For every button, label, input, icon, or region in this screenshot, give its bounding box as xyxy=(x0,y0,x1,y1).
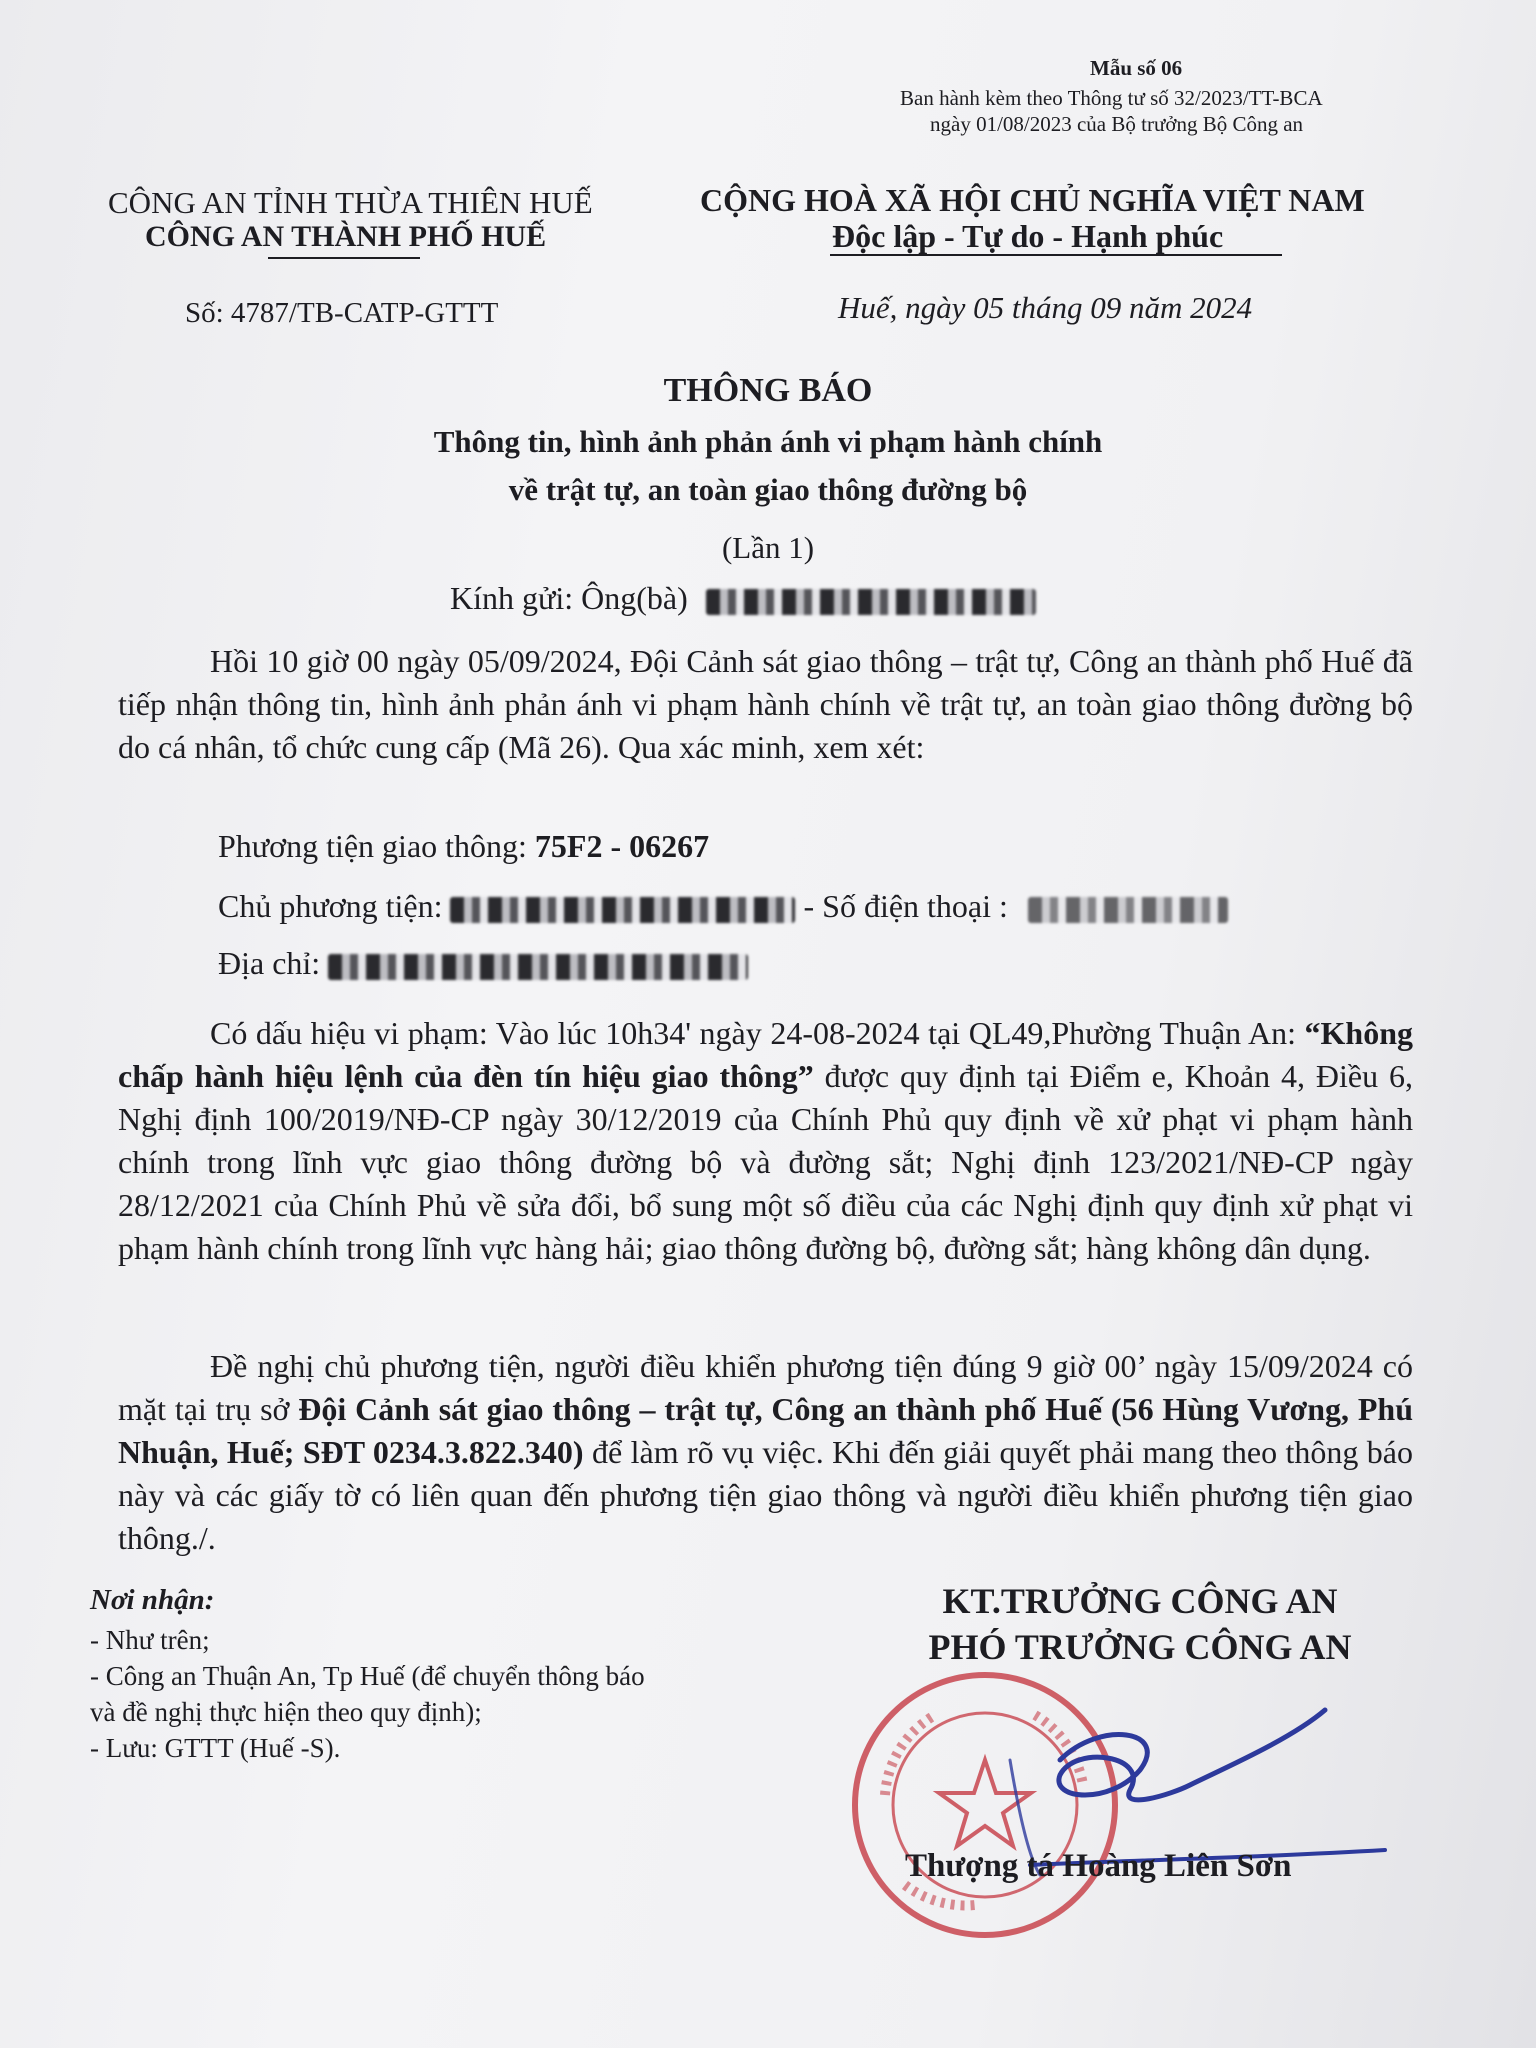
agency-parent: CÔNG AN TỈNH THỪA THIÊN HUẾ xyxy=(108,185,593,220)
document-subtitle-1: Thông tin, hình ảnh phản ánh vi phạm hành chính xyxy=(433,424,1103,459)
form-issued-line1: Ban hành kèm theo Thông tư số 32/2023/TT-BCA xyxy=(900,86,1323,110)
address-line xyxy=(218,945,748,982)
phone-label: - Số điện thoại : xyxy=(803,888,1008,924)
recipient-item: - Lưu: GTTT (Huế -S). xyxy=(90,1733,341,1763)
intro-paragraph xyxy=(118,640,1413,769)
agency-name: CÔNG AN THÀNH PHỐ HUẾ xyxy=(145,220,547,253)
vehicle-line xyxy=(218,828,709,865)
document-number: Số: 4787/TB-CATP-GTTT xyxy=(185,297,499,329)
redacted-address xyxy=(328,954,748,980)
redacted-recipient-name xyxy=(706,589,1036,615)
violation-name: “Không chấp hành hiệu lệnh của đèn tín hiệu giao thông” xyxy=(118,1015,1413,1094)
owner-line xyxy=(218,888,1228,925)
intro-text: Hồi 10 giờ 00 ngày 05/09/2024, Đội Cảnh sát giao thông – trật tự, Công an thành phố Huế đã tiếp nhận thông tin, hình ảnh phản ánh vi phạm hành chính về trật tự, an toàn giao thông đường bộ do cá nhân, tổ chức cung cấp (Mã 26). Qua xác minh, xem xét: xyxy=(118,643,1413,765)
country-name: CỘNG HOÀ XÃ HỘI CHỦ NGHĨA VIỆT NAM xyxy=(700,182,1365,218)
greeting-label: Kính gửi: Ông(bà) xyxy=(450,580,688,616)
request-instructions: để làm rõ vụ việc. Khi đến giải quyết phải mang theo thông báo này và các giấy tờ có liên quan đến phương tiện giao thông và người điều khiển phương tiện giao thông./. xyxy=(118,1434,1414,1556)
form-issued-line2: ngày 01/08/2023 của Bộ trưởng Bộ Công an xyxy=(930,112,1304,136)
agency-underline xyxy=(268,257,420,259)
redacted-phone xyxy=(1028,897,1228,923)
address-label: Địa chỉ: xyxy=(218,945,321,981)
violation-lead: Có dấu hiệu vi phạm: Vào lúc 10h34' ngày 24-08-2024 tại QL49,Phường Thuận An: xyxy=(210,1015,1305,1051)
motto-underline xyxy=(830,254,1282,256)
signature-title-1: KT.TRƯỞNG CÔNG AN xyxy=(942,1581,1338,1621)
request-paragraph xyxy=(118,1345,1413,1560)
signature-block xyxy=(880,1578,1400,1670)
signer-name: Thượng tá Hoàng Liên Sơn xyxy=(905,1848,1292,1884)
document-subtitle-2: về trật tự, an toàn giao thông đường bộ xyxy=(508,472,1028,507)
violation-legal-basis: được quy định tại Điểm e, Khoản 4, Điều 6, Nghị định 100/2019/NĐ-CP ngày 30/12/2019 của Chính Phủ quy định về xử phạt vi phạm hành chính trong lĩnh vực giao thông đường bộ và đường sắt; Nghị định 123/2021/NĐ-CP ngày 28/12/2021 của Chính Phủ về sửa đổi, bổ sung một số điều của các Nghị định quy định xử phạt vi phạm hành chính trong lĩnh vực hàng hải; giao thông đường bộ, đường sắt; hàng không dân dụng. xyxy=(118,1058,1414,1266)
notice-round: (Lần 1) xyxy=(721,530,815,565)
document-title: THÔNG BÁO xyxy=(663,372,873,409)
recipients-block xyxy=(90,1582,645,1766)
recipient-item: - Như trên; xyxy=(90,1625,210,1655)
license-plate: 75F2 - 06267 xyxy=(534,828,710,864)
greeting xyxy=(450,580,1036,617)
signature-title-2: PHÓ TRƯỞNG CÔNG AN xyxy=(928,1627,1352,1667)
redacted-owner-name xyxy=(450,897,795,923)
place-date: Huế, ngày 05 tháng 09 năm 2024 xyxy=(838,290,1253,325)
form-number: Mẫu số 06 xyxy=(1090,56,1183,80)
violation-paragraph xyxy=(118,1012,1413,1270)
recipient-item: và đề nghị thực hiện theo quy định); xyxy=(90,1697,482,1727)
country-motto: Độc lập - Tự do - Hạnh phúc xyxy=(832,218,1224,254)
request-office: Đội Cảnh sát giao thông – trật tự, Công an thành phố Huế (56 Hùng Vương, Phú Nhuận, Huế; SĐT 0234.3.822.340) xyxy=(118,1391,1414,1470)
recipients-title: Nơi nhận: xyxy=(90,1584,215,1616)
request-lead: Đề nghị chủ phương tiện, người điều khiển phương tiện đúng 9 giờ 00’ ngày 15/09/2024 có mặt tại trụ sở xyxy=(118,1348,1413,1427)
recipient-item: - Công an Thuận An, Tp Huế (để chuyển thông báo xyxy=(90,1661,645,1691)
owner-label: Chủ phương tiện: xyxy=(218,888,443,924)
vehicle-label: Phương tiện giao thông: xyxy=(218,828,535,864)
